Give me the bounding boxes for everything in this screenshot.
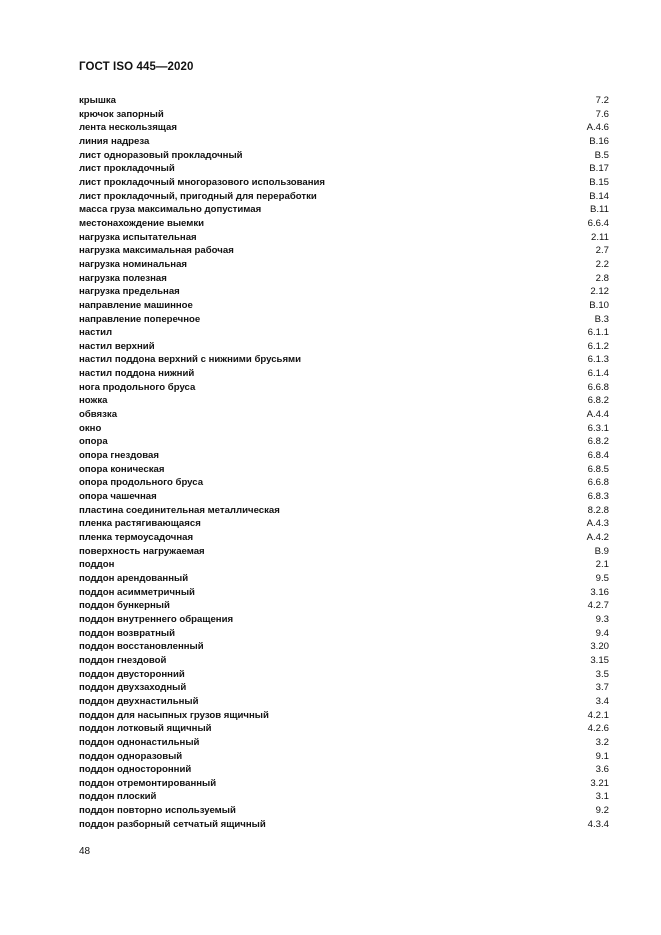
index-term: поддон двухзаходный (79, 682, 187, 694)
index-entry (79, 108, 609, 122)
index-reference: 9.1 (595, 750, 609, 762)
index-term: поддон гнездовой (79, 654, 167, 666)
index-reference: 7.2 (595, 95, 609, 106)
index-term: нагрузка максимальная рабочая (79, 245, 234, 257)
index-reference: 3.5 (595, 668, 609, 680)
index-entry (79, 517, 609, 531)
index-reference: B.14 (589, 190, 609, 202)
index-term: поддон двусторонний (79, 668, 185, 680)
index-reference: 4.3.4 (587, 818, 609, 830)
index-entry (79, 326, 609, 340)
index-entry (79, 654, 609, 668)
index-entry (79, 818, 609, 832)
index-reference: 7.6 (595, 108, 609, 120)
index-term: поддон для насыпных грузов ящичный (79, 709, 269, 721)
index-entry (79, 476, 609, 490)
index-entry (79, 258, 609, 272)
index-entry (79, 668, 609, 682)
index-reference: 9.3 (595, 613, 609, 625)
index-reference: 9.5 (595, 572, 609, 584)
index-reference: 2.2 (595, 258, 609, 270)
index-term: поддон бункерный (79, 600, 170, 612)
index-term: крючок запорный (79, 108, 164, 120)
index-reference: B.10 (589, 299, 609, 311)
index-term: поддон лотковый ящичный (79, 723, 212, 735)
index-entry (79, 599, 609, 613)
index-entry (79, 149, 609, 163)
index-entry (79, 217, 609, 231)
index-term: настил поддона верхний с нижними брусьями (79, 354, 302, 366)
index-reference: B.5 (594, 149, 609, 161)
index-term: поддон отремонтированный (79, 777, 217, 789)
index-reference: 6.8.2 (587, 395, 609, 407)
index-reference: 9.2 (595, 805, 609, 817)
index-reference: 9.4 (595, 627, 609, 639)
index-entry (79, 545, 609, 559)
index-term: направление поперечное (79, 313, 201, 325)
index-reference: A.4.2 (586, 532, 609, 543)
index-entry (79, 586, 609, 600)
index-entry (79, 299, 609, 313)
index-entry (79, 203, 609, 217)
document-header: ГОСТ ISO 445—2020 (79, 61, 194, 73)
index-term: поддон односторонний (79, 764, 192, 776)
index-reference: 8.2.8 (587, 504, 609, 516)
index-term: поддон восстановленный (79, 641, 204, 653)
index-term: нога продольного бруса (79, 381, 196, 393)
index-term: пленка термоусадочная (79, 532, 194, 543)
index-entry (79, 121, 609, 135)
index-entry (79, 613, 609, 627)
index-reference: 3.4 (595, 695, 609, 707)
index-term: масса груза максимально допустимая (79, 204, 262, 216)
index-reference: 2.7 (595, 245, 609, 257)
index-term: поддон асимметричный (79, 586, 195, 598)
index-reference: 6.8.2 (587, 436, 609, 448)
index-entry (79, 381, 609, 395)
index-term: окно (79, 422, 102, 434)
index-entry (79, 408, 609, 422)
index-entry (79, 790, 609, 804)
index-reference: 4.2.1 (587, 709, 609, 721)
index-reference: 3.21 (590, 777, 609, 789)
index-term: крышка (79, 95, 116, 106)
page-number: 48 (79, 846, 91, 857)
index-term: опора продольного бруса (79, 477, 204, 489)
index-reference: 6.6.8 (587, 477, 609, 489)
index-term: линия надреза (79, 135, 150, 147)
index-entry (79, 285, 609, 299)
index-term: поддон (79, 559, 115, 571)
index-entry (79, 695, 609, 709)
index-reference: B.16 (589, 135, 609, 147)
index-entry (79, 244, 609, 258)
index-term: местонахождение выемки (79, 217, 205, 229)
index-term: поддон разборный сетчатый ящичный (79, 818, 266, 830)
index-term: поддон внутреннего обращения (79, 613, 234, 625)
index-term: настил верхний (79, 340, 155, 352)
index-reference: 3.16 (590, 586, 609, 598)
index-entry (79, 231, 609, 245)
index-reference: A.4.6 (586, 122, 609, 134)
index-entry (79, 162, 609, 176)
index-term: опора чашечная (79, 491, 157, 503)
index-reference: B.15 (589, 176, 609, 188)
index-reference: 6.8.5 (587, 463, 609, 475)
index-reference: 3.7 (595, 682, 609, 694)
index-entry (79, 709, 609, 723)
index-entry (79, 135, 609, 149)
index-entry (79, 94, 609, 108)
index-entry (79, 340, 609, 354)
index-term: нагрузка номинальная (79, 258, 188, 270)
index-reference: 6.3.1 (587, 422, 609, 434)
index-reference: 6.1.3 (587, 354, 609, 366)
index-entry (79, 176, 609, 190)
index-entry (79, 804, 609, 818)
index-term: поддон двухнастильный (79, 695, 199, 707)
index-reference: B.17 (589, 163, 609, 175)
index-entry (79, 435, 609, 449)
index-term: поддон плоский (79, 791, 157, 803)
index-reference: A.4.4 (586, 409, 609, 421)
index-reference: 3.6 (595, 764, 609, 776)
index-term: опора гнездовая (79, 450, 159, 462)
index-entry (79, 190, 609, 204)
index-entry (79, 463, 609, 477)
index-reference: 2.12 (590, 286, 609, 298)
index-entry (79, 367, 609, 381)
index-entry (79, 627, 609, 641)
index-term: лист одноразовый прокладочный (79, 149, 243, 161)
index-reference: 3.2 (595, 736, 609, 748)
index-reference: 4.2.6 (587, 723, 609, 735)
index-entry (79, 558, 609, 572)
index-term: ножка (79, 395, 108, 407)
index-term: поверхность нагружаемая (79, 545, 205, 557)
index-term: поддон одноразовый (79, 750, 183, 762)
index-entry (79, 504, 609, 518)
index-reference: 2.1 (595, 559, 609, 571)
index-entry (79, 736, 609, 750)
index-entry (79, 763, 609, 777)
index-term: обвязка (79, 409, 118, 421)
index-entry (79, 449, 609, 463)
index-entry (79, 572, 609, 586)
index-entry (79, 531, 609, 545)
index-term: настил (79, 327, 113, 339)
index-reference: 2.11 (591, 231, 609, 243)
index-reference: 3.1 (595, 791, 609, 803)
index-term: лист прокладочный, пригодный для переработки (79, 190, 317, 202)
index-reference: 6.1.2 (587, 340, 609, 352)
index-term: нагрузка испытательная (79, 231, 197, 243)
index-reference: 6.6.4 (587, 217, 609, 229)
index-entry (79, 394, 609, 408)
index-term: опора коническая (79, 463, 165, 475)
index-term: пленка растягивающаяся (79, 518, 201, 530)
index-term: нагрузка предельная (79, 286, 180, 298)
index-entry (79, 777, 609, 791)
index-entry (79, 722, 609, 736)
index-entry (79, 750, 609, 764)
index-reference: 4.2.7 (587, 600, 609, 612)
index-reference: 6.8.3 (587, 491, 609, 503)
index-reference: 6.1.1 (587, 327, 609, 339)
index-entry (79, 422, 609, 436)
index-term: лист прокладочный (79, 163, 175, 175)
index-reference: B.9 (594, 545, 609, 557)
index-term: настил поддона нижний (79, 368, 195, 380)
index-reference: 6.1.4 (587, 368, 609, 380)
index-term: поддон возвратный (79, 627, 175, 639)
index-entry (79, 490, 609, 504)
index-entry (79, 681, 609, 695)
index-term: поддон однонастильный (79, 736, 200, 748)
index-term: лист прокладочный многоразового использования (79, 176, 326, 188)
index-term: опора (79, 436, 108, 448)
index-reference: 3.20 (590, 641, 609, 653)
index-entry (79, 640, 609, 654)
index-reference: A.4.3 (586, 518, 609, 530)
index-reference: 6.6.8 (587, 381, 609, 393)
alphabetical-index (79, 94, 609, 831)
index-term: пластина соединительная металлическая (79, 504, 280, 516)
index-entry (79, 313, 609, 327)
index-reference: 3.15 (590, 654, 609, 666)
index-reference: B.11 (589, 204, 609, 216)
index-term: направление машинное (79, 299, 193, 311)
index-entry (79, 272, 609, 286)
index-reference: B.3 (594, 313, 609, 325)
index-term: нагрузка полезная (79, 272, 167, 284)
index-term: поддон арендованный (79, 572, 189, 584)
index-entry (79, 353, 609, 367)
index-term: лента нескользящая (79, 122, 177, 134)
index-reference: 6.8.4 (587, 450, 609, 462)
index-term: поддон повторно используемый (79, 805, 236, 817)
index-reference: 2.8 (595, 272, 609, 284)
